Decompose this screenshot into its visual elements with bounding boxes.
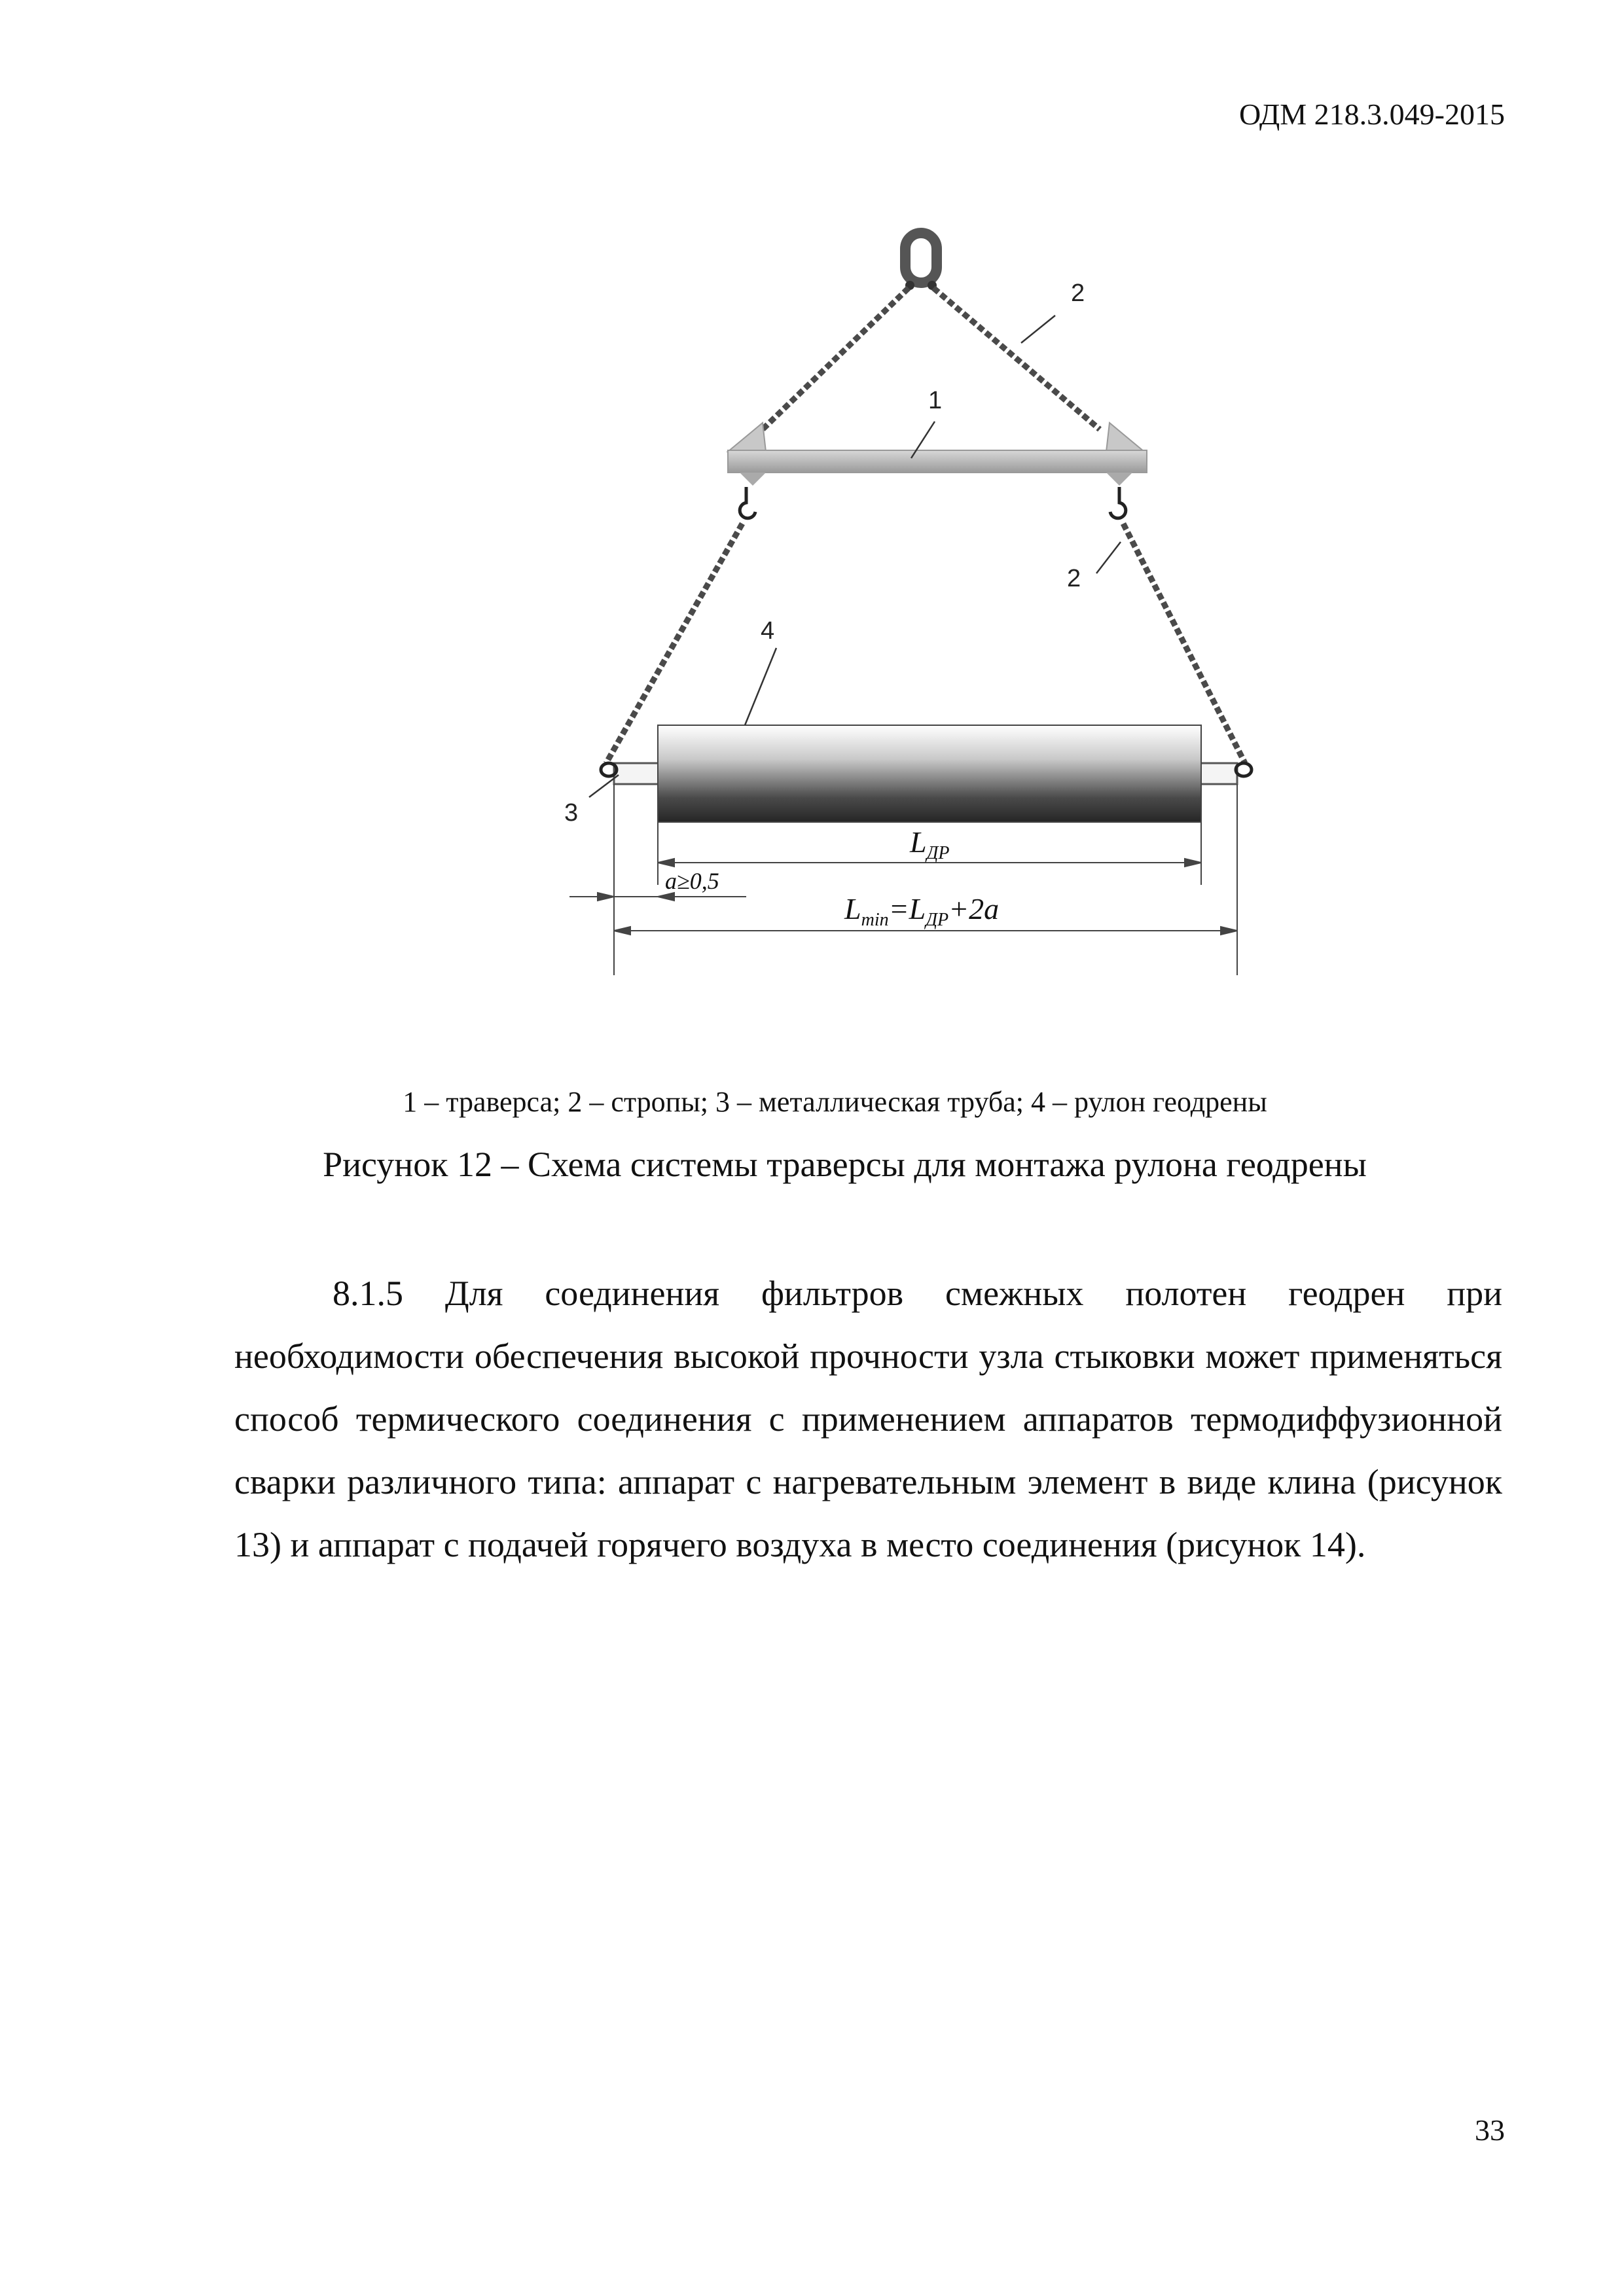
hooks [740,487,1126,518]
dim-l-dr: $L_{ДР}$ [910,825,950,863]
traverse-diagram [0,0,1624,1021]
page-number: 33 [1475,2113,1505,2147]
dim-a: a≥0,5 [665,868,719,894]
body-paragraph: 8.1.5 Для соединения фильтров смежных полотен геодрен при необходимости обеспечения высокой прочности узла стыковки может применяться способ термического соединения с применением аппаратов термодиффузионной сварки различного типа: аппарат с нагревательным элемент в виде клина (рисунок 13) и аппарат с подачей горячего воздуха в место соединения (рисунок 14). [234,1274,1502,1564]
callout-pipe: 3 [564,799,579,827]
traverse-beam [728,423,1147,486]
geodrain-roll [658,725,1201,822]
figure-legend: 1 – траверса; 2 – стропы; 3 – металлическая труба; 4 – рулон геодрены [403,1086,1267,1118]
figure-caption: Рисунок 12 – Схема системы траверсы для монтажа рулона геодрены [323,1145,1367,1184]
callout-sling-top: 2 [1071,279,1085,307]
callout-sling-bottom: 2 [1067,565,1081,592]
dim-l-min: $L_{min}=L_{ДР}+2a$ [844,892,1000,930]
callout-roll: 4 [761,617,775,645]
lifting-ring [905,233,937,290]
document-code: ОДМ 218.3.049-2015 [1238,98,1505,131]
callout-traverse: 1 [928,387,943,414]
